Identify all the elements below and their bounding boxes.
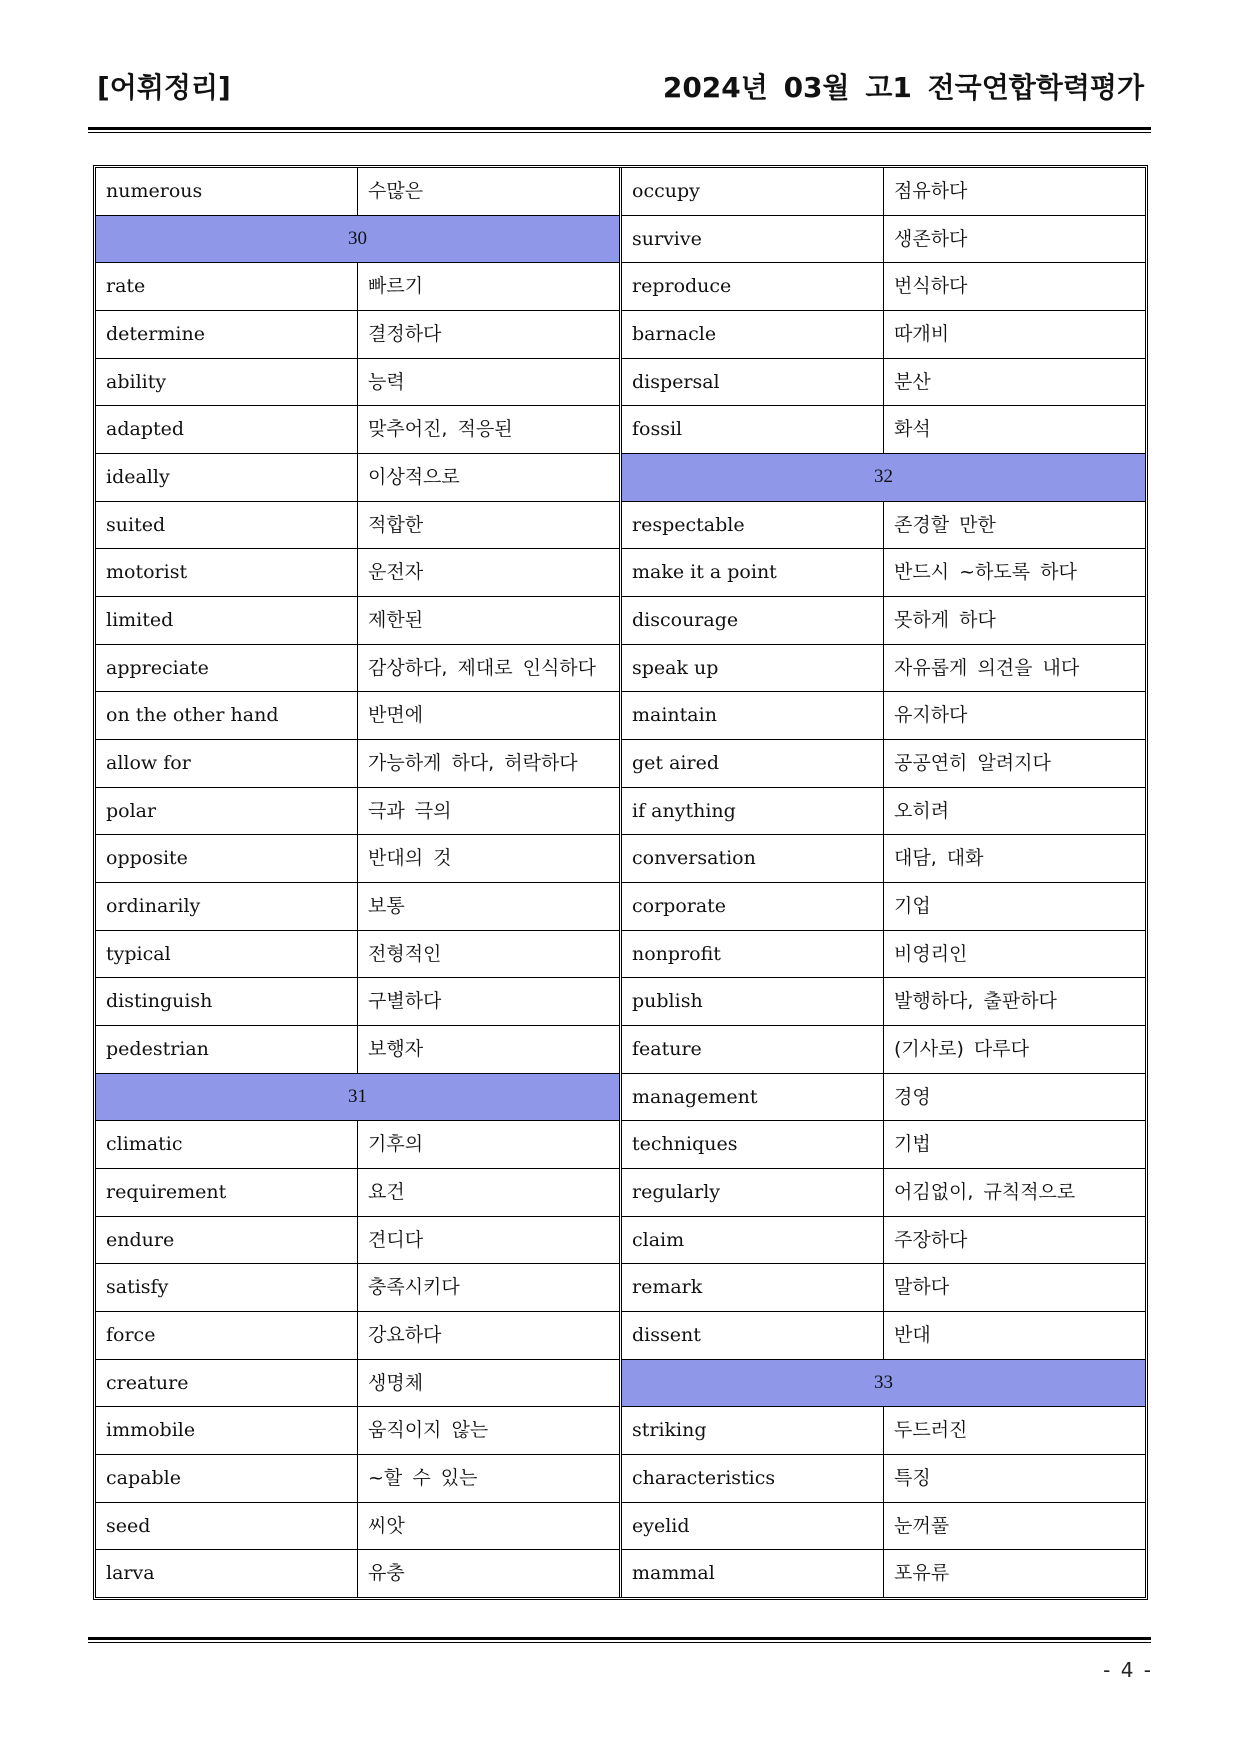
korean-meaning: 따개비 (894, 322, 950, 345)
korean-meaning: 말하다 (894, 1276, 950, 1299)
english-word: feature (622, 1026, 884, 1073)
english-word: claim (622, 1217, 884, 1264)
vocab-row (622, 882, 1145, 930)
korean-meaning: 유충 (368, 1562, 405, 1585)
vocab-row (96, 262, 619, 310)
korean-meaning: 움직이지 않는 (368, 1419, 489, 1442)
korean-meaning: 맞추어진, 적응된 (368, 418, 513, 441)
english-word: creature (96, 1360, 358, 1407)
korean-meaning: 견디다 (368, 1228, 424, 1251)
english-word: force (96, 1312, 358, 1359)
korean-meaning: 보통 (368, 894, 405, 917)
english-word: capable (96, 1455, 358, 1502)
english-word: characteristics (622, 1455, 884, 1502)
korean-meaning: 자유롭게 의견을 내다 (894, 656, 1080, 679)
vocab-row (622, 1168, 1145, 1216)
vocab-row (96, 548, 619, 596)
korean-meaning: 비영리인 (894, 942, 968, 965)
vocab-row (96, 596, 619, 644)
korean-meaning: 반드시 ~하도록 하다 (894, 561, 1077, 584)
vocab-row (622, 358, 1145, 406)
english-word: seed (96, 1503, 358, 1550)
vocab-row (96, 739, 619, 787)
vocab-row (96, 787, 619, 835)
vocabulary-column-right (622, 168, 1145, 1597)
korean-meaning: 운전자 (368, 561, 424, 584)
vocab-row (96, 1120, 619, 1168)
section-header-row (96, 215, 619, 263)
english-word: fossil (622, 406, 884, 453)
vocab-row (622, 501, 1145, 549)
korean-meaning: 분산 (894, 370, 931, 393)
vocab-row (96, 358, 619, 406)
english-word: striking (622, 1407, 884, 1454)
english-word: rate (96, 263, 358, 310)
vocab-row (622, 1073, 1145, 1121)
vocab-row (622, 1025, 1145, 1073)
vocab-row (622, 644, 1145, 692)
document-section-title: [어휘정리] (97, 71, 231, 104)
korean-meaning: 빠르기 (368, 275, 424, 298)
english-word: on the other hand (96, 692, 358, 739)
vocab-row (96, 1454, 619, 1502)
korean-meaning: 씨앗 (368, 1514, 405, 1537)
english-word: corporate (622, 883, 884, 930)
korean-meaning: 기후의 (368, 1133, 424, 1156)
vocab-row (96, 1168, 619, 1216)
korean-meaning: 공공연히 알려지다 (894, 751, 1051, 774)
korean-meaning: 감상하다, 제대로 인식하다 (368, 656, 597, 679)
vocab-row (622, 1502, 1145, 1550)
korean-meaning: ~할 수 있는 (368, 1466, 478, 1489)
section-header-row (622, 453, 1145, 501)
vocab-row (96, 501, 619, 549)
vocab-row (96, 1549, 619, 1597)
korean-meaning: 가능하게 하다, 허락하다 (368, 751, 578, 774)
vocab-row (622, 834, 1145, 882)
korean-meaning: 이상적으로 (368, 465, 460, 488)
vocab-row (96, 1025, 619, 1073)
vocab-row (622, 691, 1145, 739)
english-word: distinguish (96, 978, 358, 1025)
vocab-row (622, 596, 1145, 644)
english-word: mammal (622, 1550, 884, 1597)
korean-meaning: 적합한 (368, 513, 424, 536)
korean-meaning: 포유류 (894, 1562, 950, 1585)
vocab-row (96, 453, 619, 501)
vocab-row (96, 1216, 619, 1264)
korean-meaning: 오히려 (894, 799, 950, 822)
vocab-row (622, 1454, 1145, 1502)
vocab-row (96, 977, 619, 1025)
korean-meaning: 충족시키다 (368, 1276, 460, 1299)
english-word: opposite (96, 835, 358, 882)
korean-meaning: 존경할 만한 (894, 513, 996, 536)
vocab-row (622, 1120, 1145, 1168)
english-word: maintain (622, 692, 884, 739)
english-word: larva (96, 1550, 358, 1597)
korean-meaning: 대담, 대화 (894, 847, 984, 870)
english-word: appreciate (96, 645, 358, 692)
english-word: management (622, 1074, 884, 1121)
vocab-row (622, 262, 1145, 310)
english-word: motorist (96, 549, 358, 596)
korean-meaning: 반대의 것 (368, 847, 452, 870)
question-number: 32 (874, 466, 893, 488)
english-word: regularly (622, 1169, 884, 1216)
english-word: if anything (622, 788, 884, 835)
korean-meaning: 기법 (894, 1133, 931, 1156)
english-word: endure (96, 1217, 358, 1264)
korean-meaning: 점유하다 (894, 179, 968, 202)
english-word: discourage (622, 597, 884, 644)
english-word: requirement (96, 1169, 358, 1216)
english-word: allow for (96, 740, 358, 787)
vocab-row (96, 1311, 619, 1359)
vocab-row (622, 215, 1145, 263)
korean-meaning: 보행자 (368, 1037, 424, 1060)
korean-meaning: 번식하다 (894, 275, 968, 298)
vocab-row (622, 1406, 1145, 1454)
vocab-row (96, 930, 619, 978)
korean-meaning: 수많은 (368, 179, 424, 202)
english-word: dispersal (622, 359, 884, 406)
english-word: climatic (96, 1121, 358, 1168)
english-word: ability (96, 359, 358, 406)
english-word: remark (622, 1264, 884, 1311)
vocab-row (622, 548, 1145, 596)
korean-meaning: 요건 (368, 1180, 405, 1203)
english-word: pedestrian (96, 1026, 358, 1073)
english-word: publish (622, 978, 884, 1025)
english-word: dissent (622, 1312, 884, 1359)
korean-meaning: 생명체 (368, 1371, 424, 1394)
header-divider (88, 127, 1151, 133)
korean-meaning: 생존하다 (894, 227, 968, 250)
korean-meaning: 결정하다 (368, 322, 442, 345)
korean-meaning: 어김없이, 규칙적으로 (894, 1180, 1076, 1203)
korean-meaning: 반대 (894, 1323, 931, 1346)
korean-meaning: 경영 (894, 1085, 931, 1108)
english-word: barnacle (622, 311, 884, 358)
english-word: conversation (622, 835, 884, 882)
english-word: determine (96, 311, 358, 358)
section-header-row (96, 1073, 619, 1121)
vocab-row (622, 405, 1145, 453)
english-word: respectable (622, 502, 884, 549)
korean-meaning: 화석 (894, 418, 931, 441)
vocab-row (96, 834, 619, 882)
question-number: 31 (348, 1086, 367, 1108)
korean-meaning: 강요하다 (368, 1323, 442, 1346)
korean-meaning: 주장하다 (894, 1228, 968, 1251)
vocab-row (96, 405, 619, 453)
korean-meaning: 반면에 (368, 704, 424, 727)
english-word: eyelid (622, 1503, 884, 1550)
vocab-row (96, 691, 619, 739)
vocabulary-column-left (96, 168, 622, 1597)
english-word: numerous (96, 168, 358, 215)
section-header-row (622, 1359, 1145, 1407)
page-number: - 4 - (1103, 1658, 1151, 1682)
korean-meaning: 눈꺼풀 (894, 1514, 950, 1537)
korean-meaning: 능력 (368, 370, 405, 393)
vocab-row (622, 310, 1145, 358)
english-word: make it a point (622, 549, 884, 596)
english-word: occupy (622, 168, 884, 215)
korean-meaning: 못하게 하다 (894, 608, 996, 631)
vocab-row (96, 1406, 619, 1454)
korean-meaning: 기업 (894, 894, 931, 917)
english-word: ideally (96, 454, 358, 501)
vocabulary-table (93, 165, 1148, 1600)
vocab-row (622, 1263, 1145, 1311)
english-word: get aired (622, 740, 884, 787)
vocab-row (96, 310, 619, 358)
vocab-row (96, 168, 619, 215)
korean-meaning: 제한된 (368, 608, 424, 631)
question-number: 33 (874, 1372, 893, 1394)
vocab-row (622, 1549, 1145, 1597)
english-word: survive (622, 216, 884, 263)
vocab-row (96, 1359, 619, 1407)
english-word: nonprofit (622, 931, 884, 978)
english-word: ordinarily (96, 883, 358, 930)
vocab-row (96, 882, 619, 930)
vocab-row (622, 739, 1145, 787)
footer-divider (88, 1637, 1151, 1643)
vocab-row (96, 644, 619, 692)
vocab-row (622, 930, 1145, 978)
vocab-row (622, 787, 1145, 835)
korean-meaning: (기사로) 다루다 (894, 1037, 1029, 1060)
korean-meaning: 유지하다 (894, 704, 968, 727)
vocab-row (96, 1502, 619, 1550)
vocab-row (622, 977, 1145, 1025)
korean-meaning: 두드러진 (894, 1419, 968, 1442)
english-word: suited (96, 502, 358, 549)
korean-meaning: 특징 (894, 1466, 931, 1489)
english-word: reproduce (622, 263, 884, 310)
english-word: limited (96, 597, 358, 644)
english-word: adapted (96, 406, 358, 453)
question-number: 30 (348, 228, 367, 249)
vocab-row (622, 168, 1145, 215)
english-word: immobile (96, 1407, 358, 1454)
vocab-row (622, 1216, 1145, 1264)
exam-title: 2024년 03월 고1 전국연합학력평가 (662, 71, 1144, 104)
vocab-row (622, 1311, 1145, 1359)
english-word: speak up (622, 645, 884, 692)
english-word: typical (96, 931, 358, 978)
vocab-row (96, 1263, 619, 1311)
korean-meaning: 발행하다, 출판하다 (894, 990, 1057, 1013)
english-word: techniques (622, 1121, 884, 1168)
english-word: polar (96, 788, 358, 835)
korean-meaning: 구별하다 (368, 990, 442, 1013)
english-word: satisfy (96, 1264, 358, 1311)
korean-meaning: 극과 극의 (368, 799, 452, 822)
korean-meaning: 전형적인 (368, 942, 442, 965)
